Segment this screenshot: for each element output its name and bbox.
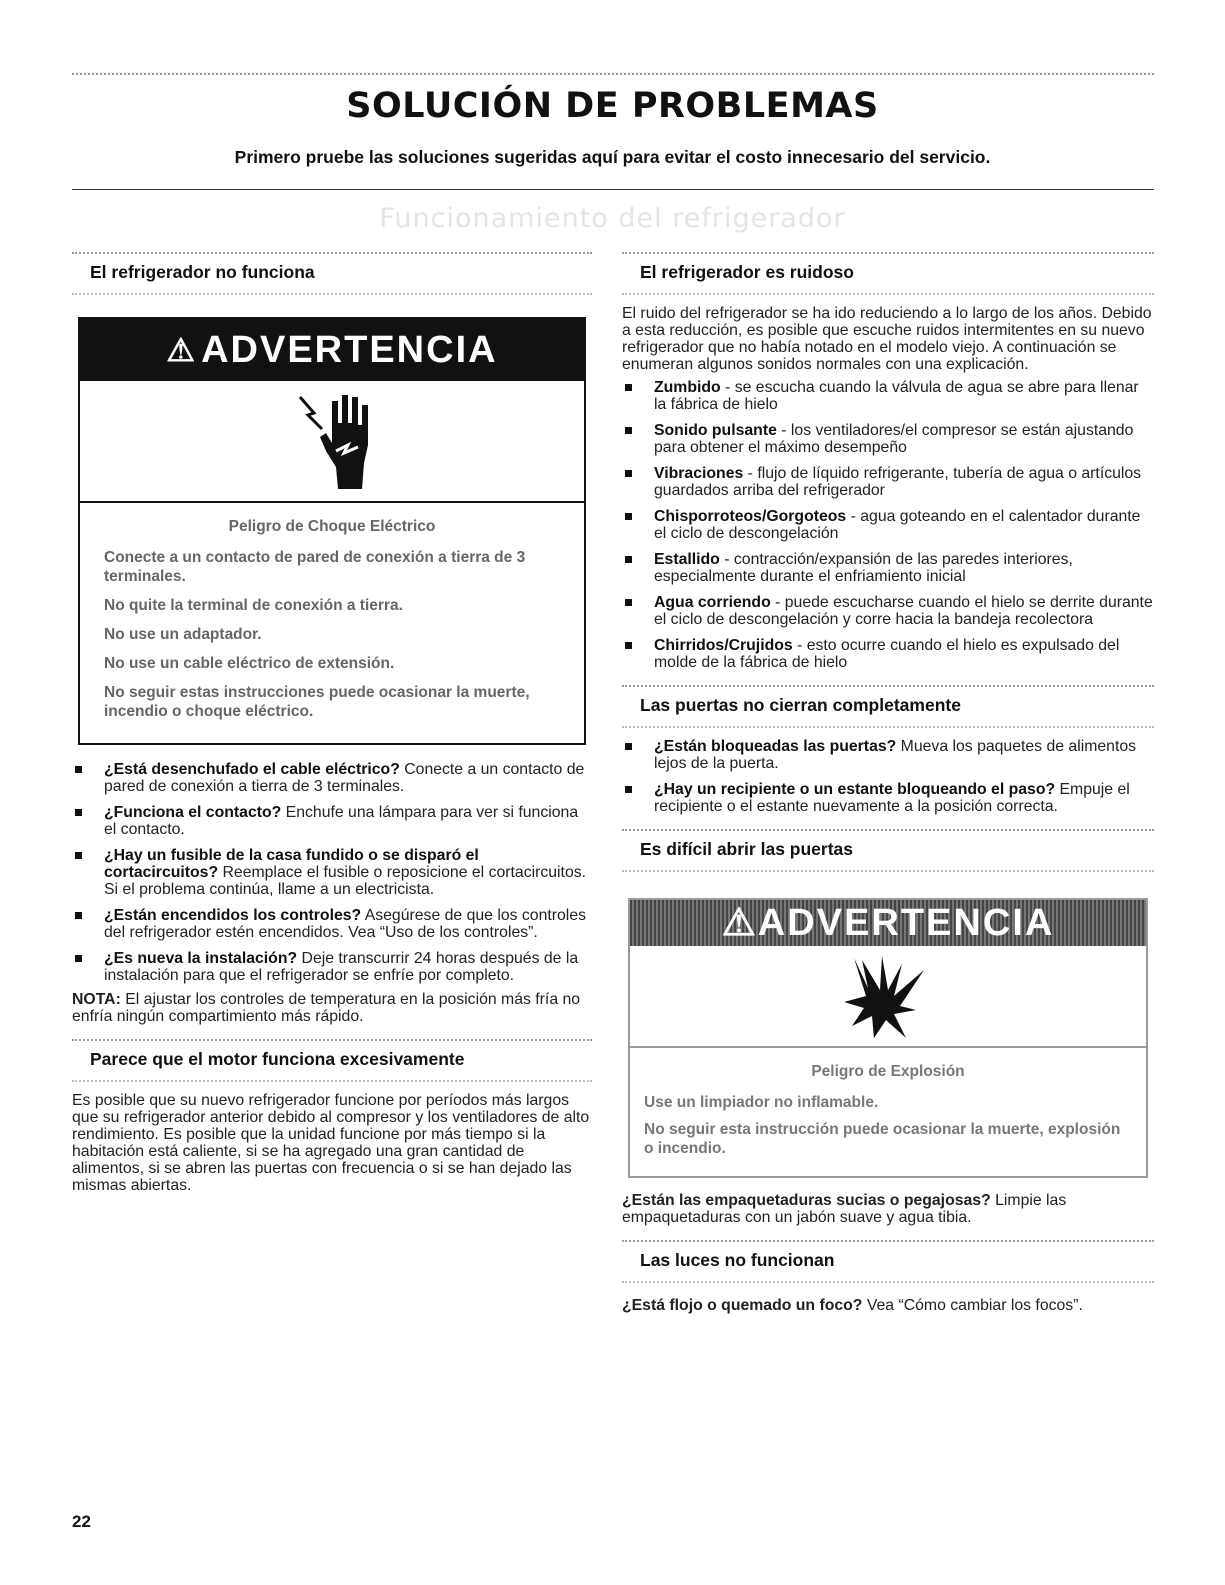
hazard-title: Peligro de Choque Eléctrico bbox=[228, 518, 436, 535]
puertas-list bbox=[622, 738, 1154, 815]
list-item: Chirridos/Crujidos - esto ocurre cuando el hielo es expulsado del molde de la fábrica de hielo bbox=[622, 637, 1154, 671]
warning-line: No use un adaptador. bbox=[104, 626, 262, 643]
list-item: ¿Están bloqueadas las puertas? Mueva los paquetes de alimentos lejos de la puerta. bbox=[622, 738, 1154, 772]
section-title: Funcionamiento del refrigerador bbox=[379, 203, 846, 234]
hazard-title: Peligro de Explosión bbox=[811, 1063, 965, 1080]
heading-dificil: Es difícil abrir las puertas bbox=[622, 829, 1154, 872]
page-title: SOLUCIÓN DE PROBLEMAS bbox=[346, 86, 879, 126]
ruidoso-intro: El ruido del refrigerador se ha ido reduciendo a lo largo de los años. Debido a esta reducción, es posible que escuche ruidos intermitentes en su nuevo refrigerador que no había notado en el modelo viejo. A continuación se enumeran algunos sonidos normales con una explicación. bbox=[622, 305, 1152, 373]
warning-line: No use un cable eléctrico de extensión. bbox=[104, 655, 395, 672]
luces-text: ¿Está flojo o quemado un foco? Vea “Cómo cambiar los focos”. bbox=[622, 1297, 1083, 1314]
explosion-icon bbox=[630, 946, 1146, 1048]
warning-line: No quite la terminal de conexión a tierra. bbox=[104, 597, 403, 614]
list-item: Estallido - contracción/expansión de las paredes interiores, especialmente durante el enfriamiento inicial bbox=[622, 551, 1154, 585]
warning-banner-text: ADVERTENCIA bbox=[757, 902, 1055, 944]
warning-banner bbox=[80, 319, 584, 381]
list-item: ¿Funciona el contacto? Enchufe una lámpara para ver si funciona el contacto. bbox=[72, 804, 592, 838]
top-dotted-rule bbox=[72, 73, 1154, 75]
no-funciona-list bbox=[72, 761, 592, 984]
heading-luces: Las luces no funcionan bbox=[622, 1240, 1154, 1283]
list-item: Zumbido - se escucha cuando la válvula de agua se abre para llenar la fábrica de hielo bbox=[622, 379, 1154, 413]
list-item: ¿Es nueva la instalación? Deje transcurrir 24 horas después de la instalación para que el refrigerador se enfríe por completo. bbox=[72, 950, 592, 984]
list-item: Chisporroteos/Gorgoteos - agua goteando en el calentador durante el ciclo de descongelación bbox=[622, 508, 1154, 542]
warning-triangle-icon: ⚠ bbox=[721, 902, 758, 944]
list-item: ¿Hay un recipiente o un estante bloqueando el paso? Empuje el recipiente o el estante nuevamente a la posición correcta. bbox=[622, 781, 1154, 815]
explosion-warning bbox=[628, 898, 1148, 1178]
heading-no-funciona: El refrigerador no funciona bbox=[72, 252, 592, 295]
warning-banner-text: ADVERTENCIA bbox=[201, 329, 498, 371]
list-item: ¿Hay un fusible de la casa fundido o se disparó el cortacircuitos? Reemplace el fusible o reposicione el cortacircuitos. Si el problema continúa, llame a un electricista. bbox=[72, 847, 592, 898]
empaquetaduras-text: ¿Están las empaquetaduras sucias o pegajosas? Limpie las empaquetaduras con un jabón suave y agua tibia. bbox=[622, 1192, 1067, 1226]
header-rule bbox=[72, 189, 1154, 190]
motor-text: Es posible que su nuevo refrigerador funcione por períodos más largos que su refrigerador anterior debido al compresor y los ventiladores de alto rendimiento. Es posible que la unidad funcione por más tiempo si la habitación está caliente, si se ha agregado una gran cantidad de alimentos, si se abren las puertas con frecuencia o si se han dejado las mismas abiertas. bbox=[72, 1092, 590, 1194]
list-item: ¿Están encendidos los controles? Asegúrese de que los controles del refrigerador estén encendidos. Vea “Uso de los controles”. bbox=[72, 907, 592, 941]
note: NOTA: El ajustar los controles de temperatura en la posición más fría no enfría ningún compartimiento más rápido. bbox=[72, 991, 581, 1025]
heading-puertas: Las puertas no cierran completamente bbox=[622, 685, 1154, 728]
list-item: Vibraciones - flujo de líquido refrigerante, tubería de agua o artículos guardados arriba del refrigerador bbox=[622, 465, 1154, 499]
warning-line: No seguir estas instrucciones puede ocasionar la muerte, incendio o choque eléctrico. bbox=[104, 684, 530, 720]
list-item: Sonido pulsante - los ventiladores/el compresor se están ajustando para obtener el máximo desempeño bbox=[622, 422, 1154, 456]
warning-line: No seguir esta instrucción puede ocasionar la muerte, explosión o incendio. bbox=[644, 1121, 1121, 1157]
electric-shock-hand-icon bbox=[80, 381, 584, 503]
heading-motor: Parece que el motor funciona excesivamente bbox=[72, 1039, 592, 1082]
warning-text bbox=[630, 1048, 1146, 1176]
warning-line: Use un limpiador no inflamable. bbox=[644, 1094, 879, 1111]
left-column bbox=[72, 252, 592, 1194]
page-number: 22 bbox=[72, 1512, 91, 1531]
warning-banner bbox=[630, 900, 1146, 946]
warning-triangle-icon: ⚠ bbox=[166, 332, 198, 368]
warning-text bbox=[80, 503, 584, 743]
list-item: ¿Está desenchufado el cable eléctrico? Conecte a un contacto de pared de conexión a tierra de 3 terminales. bbox=[72, 761, 592, 795]
heading-ruidoso: El refrigerador es ruidoso bbox=[622, 252, 1154, 295]
list-item: Agua corriendo - puede escucharse cuando el hielo se derrite durante el ciclo de descongelación y corre hacia la bandeja recolectora bbox=[622, 594, 1154, 628]
electric-shock-warning bbox=[78, 317, 586, 745]
warning-line: Conecte a un contacto de pared de conexión a tierra de 3 terminales. bbox=[104, 549, 526, 585]
ruidoso-list bbox=[622, 379, 1154, 671]
page-subtitle: Primero pruebe las soluciones sugeridas aquí para evitar el costo innecesario del servicio. bbox=[234, 147, 991, 167]
right-column bbox=[622, 252, 1154, 1314]
